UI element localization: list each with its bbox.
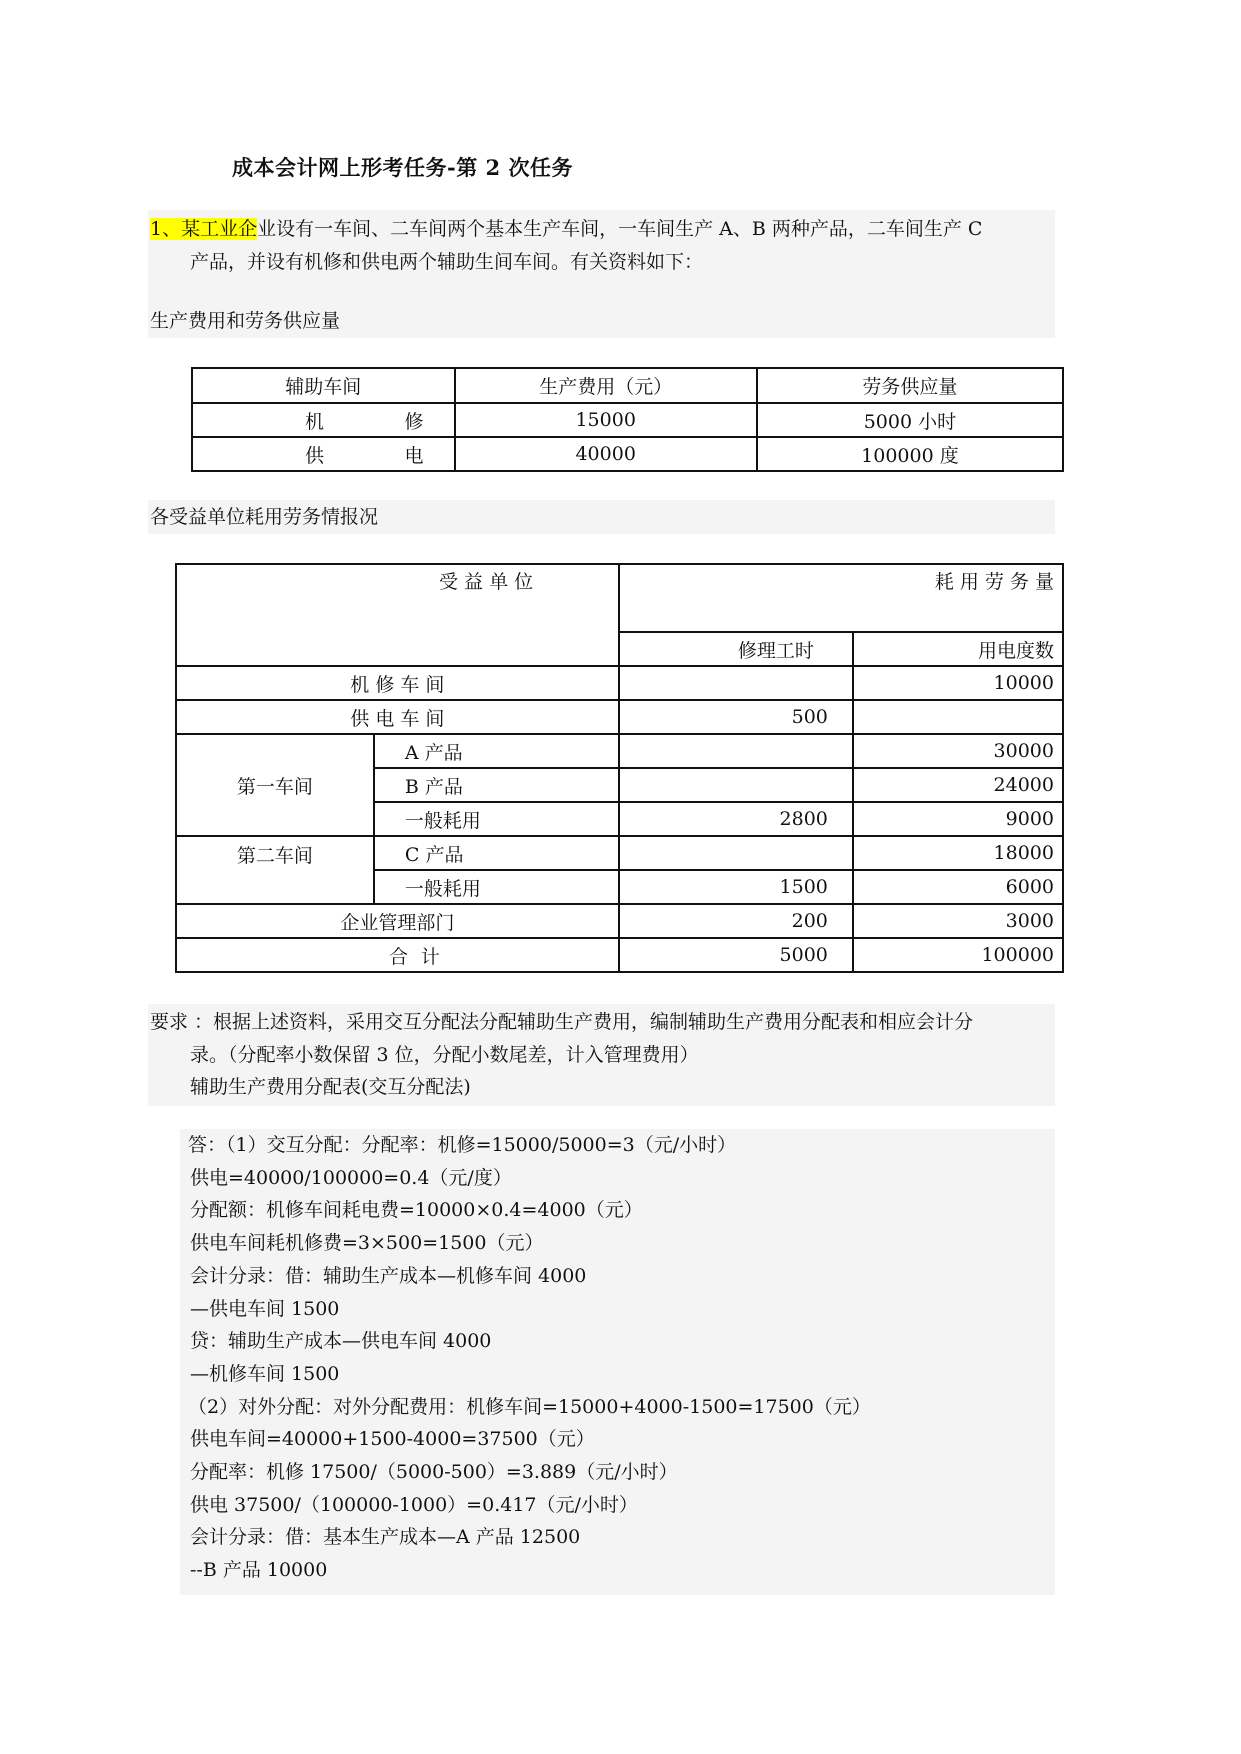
question-line-1 (150, 213, 982, 246)
table1-cell-workshop: 供 电 (192, 437, 455, 471)
requirement-line-3: 辅助生产费用分配表(交互分配法) (190, 1076, 471, 1098)
answer-line: —供电车间 1500 (190, 1297, 340, 1320)
table2-header-repair: 修理工时 (619, 632, 853, 666)
table2-repair (619, 768, 853, 802)
answer-line: 供电车间=40000+1500-4000=37500（元） (190, 1428, 595, 1451)
table-row (176, 734, 1063, 768)
table1-header-supply: 劳务供应量 (757, 368, 1063, 403)
table2-power: 9000 (853, 802, 1063, 836)
table2-header-power: 用电度数 (853, 632, 1063, 666)
answer-line: —机修车间 1500 (190, 1362, 340, 1385)
table2-repair (619, 734, 853, 768)
table2-item: 一般耗用 (374, 870, 619, 904)
table2-power: 6000 (853, 870, 1063, 904)
answer-line: 供电=40000/100000=0.4（元/度） (190, 1166, 512, 1189)
service-usage-table (175, 563, 1064, 973)
question-text: 业设有一车间、二车间两个基本生产车间，一车间生产 A、B 两种产品，二车间生产 C (257, 218, 983, 240)
table-row (192, 403, 1063, 437)
highlighted-text: 1、某工业企 (150, 218, 258, 240)
answer-line: 会计分录：借：基本生产成本—A 产品 12500 (190, 1526, 581, 1549)
table2-header-usage: 耗 用 劳 务 量 (619, 564, 1063, 632)
answer-block (180, 1129, 1055, 1595)
question-line-2: 产品，并设有机修和供电两个辅助生间车间。有关资料如下： (190, 251, 704, 273)
table2-repair: 500 (619, 700, 853, 734)
table2-workshop-2: 第二车间 (176, 836, 374, 904)
table2-power (853, 700, 1063, 734)
answer-line: 贷：辅助生产成本—供电车间 4000 (190, 1330, 492, 1353)
table2-repair: 5000 (619, 938, 853, 972)
table2-header-unit: 受 益 单 位 (176, 564, 619, 666)
table2-power: 3000 (853, 904, 1063, 938)
table1-header-cost: 生产费用（元） (455, 368, 757, 403)
answer-line: 分配率：机修 17500/（5000-500）=3.889（元/小时） (190, 1461, 678, 1484)
table2-total-label: 合 计 (176, 938, 619, 972)
table1-cell-workshop: 机 修 (192, 403, 455, 437)
table2-power: 30000 (853, 734, 1063, 768)
table2-label: 企业管理部门 (176, 904, 619, 938)
table1-cell-supply: 100000 度 (757, 437, 1063, 471)
table-row (176, 836, 1063, 870)
table2-item: C 产品 (374, 836, 619, 870)
table2-label: 供 电 车 间 (176, 700, 619, 734)
answer-line: 会计分录：借：辅助生产成本—机修车间 4000 (190, 1264, 587, 1287)
table2-power: 100000 (853, 938, 1063, 972)
answer-line: 供电 37500/（100000-1000）=0.417（元/小时） (190, 1493, 638, 1516)
answer-line: （2）对外分配：对外分配费用：机修车间=15000+4000-1500=17500（元） (188, 1395, 871, 1418)
answer-line: 分配额：机修车间耗电费=10000×0.4=4000（元） (190, 1199, 643, 1222)
table2-repair: 2800 (619, 802, 853, 836)
table1-header-workshop: 辅助车间 (192, 368, 455, 403)
table-row (192, 437, 1063, 471)
production-cost-table (191, 367, 1064, 472)
table1-cell-cost: 15000 (455, 403, 757, 437)
page-title: 成本会计网上形考任务-第 2 次任务 (232, 155, 573, 180)
table2-label: 机 修 车 间 (176, 666, 619, 700)
table2-power: 10000 (853, 666, 1063, 700)
table2-item: B 产品 (374, 768, 619, 802)
table2-repair: 1500 (619, 870, 853, 904)
table2-caption: 各受益单位耗用劳务情报况 (150, 506, 379, 528)
answer-line: 供电车间耗机修费=3×500=1500（元） (190, 1232, 544, 1255)
requirement-line-2: 录。（分配率小数保留 3 位，分配小数尾差，计入管理费用） (190, 1044, 699, 1066)
answer-line: --B 产品 10000 (190, 1559, 328, 1582)
table2-repair: 200 (619, 904, 853, 938)
table-row (176, 700, 1063, 734)
table2-item: 一般耗用 (374, 802, 619, 836)
table2-workshop-1: 第一车间 (176, 734, 374, 836)
table2-power: 18000 (853, 836, 1063, 870)
table-row (176, 904, 1063, 938)
table1-cell-supply: 5000 小时 (757, 403, 1063, 437)
table2-power: 24000 (853, 768, 1063, 802)
table1-cell-cost: 40000 (455, 437, 757, 471)
table-row (176, 938, 1063, 972)
table2-repair (619, 666, 853, 700)
answer-line: 答：（1）交互分配：分配率：机修=15000/5000=3（元/小时） (188, 1134, 737, 1156)
table2-repair (619, 836, 853, 870)
table2-item: A 产品 (374, 734, 619, 768)
table1-caption: 生产费用和劳务供应量 (150, 310, 341, 332)
requirement-line-1: 要求 ：根据上述资料，采用交互分配法分配辅助生产费用，编制辅助生产费用分配表和相应会计分 (150, 1011, 974, 1033)
table-row (176, 666, 1063, 700)
